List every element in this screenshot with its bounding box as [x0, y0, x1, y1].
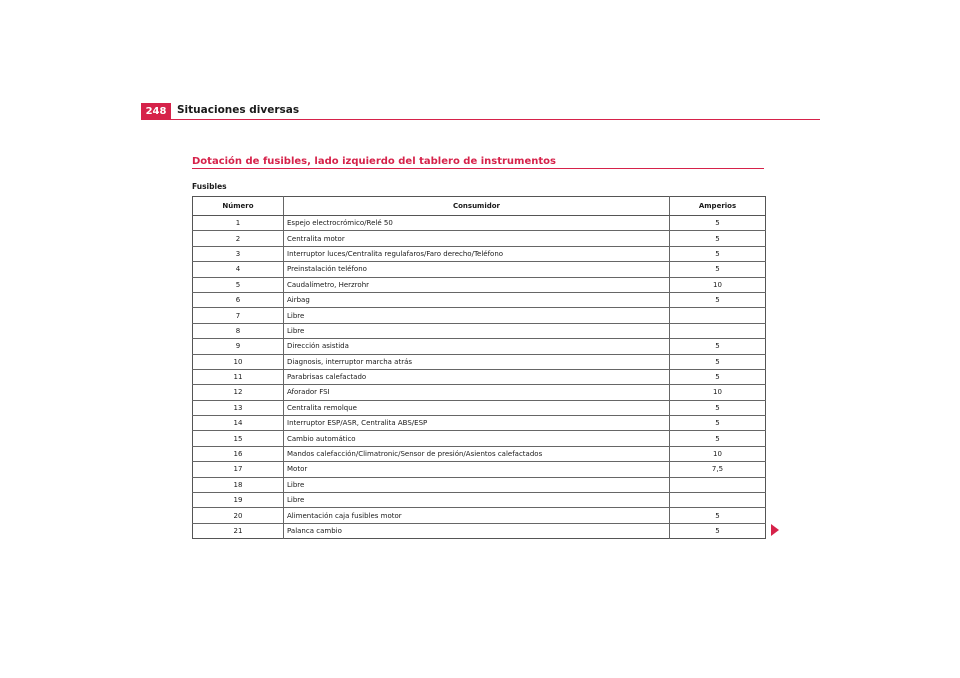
table-row: [193, 339, 766, 354]
table-row: [193, 216, 766, 231]
fuse-consumer-cell: Interruptor luces/Centralita regulafaros/Faro derecho/Teléfono: [284, 246, 670, 261]
fuse-amps-cell: [670, 323, 766, 338]
subheading: Fusibles: [192, 182, 227, 191]
fuse-number-cell: 10: [193, 354, 284, 369]
fuse-number-cell: 3: [193, 246, 284, 261]
fuse-number-cell: 11: [193, 369, 284, 384]
fuse-number-cell: 7: [193, 308, 284, 323]
fuse-amps-cell: 5: [670, 400, 766, 415]
table-row: [193, 246, 766, 261]
fuse-number-cell: 18: [193, 477, 284, 492]
fuse-consumer-cell: Centralita motor: [284, 231, 670, 246]
table-row: [193, 292, 766, 307]
table-row: [193, 369, 766, 384]
fuse-table-body: [193, 216, 766, 539]
column-header-consumer: Consumidor: [284, 197, 670, 216]
fuse-number-cell: 5: [193, 277, 284, 292]
fuse-consumer-cell: Cambio automático: [284, 431, 670, 446]
fuse-consumer-cell: Airbag: [284, 292, 670, 307]
fuse-consumer-cell: Caudalímetro, Herzrohr: [284, 277, 670, 292]
fuse-consumer-cell: Interruptor ESP/ASR, Centralita ABS/ESP: [284, 416, 670, 431]
table-row: [193, 323, 766, 338]
table-row: [193, 462, 766, 477]
fuse-consumer-cell: Aforador FSI: [284, 385, 670, 400]
fuse-number-cell: 9: [193, 339, 284, 354]
table-row: [193, 385, 766, 400]
fuse-amps-cell: 10: [670, 385, 766, 400]
fuse-number-cell: 15: [193, 431, 284, 446]
fuse-amps-cell: 5: [670, 216, 766, 231]
fuse-number-cell: 1: [193, 216, 284, 231]
fuse-amps-cell: 10: [670, 446, 766, 461]
table-row: [193, 477, 766, 492]
table-row: [193, 400, 766, 415]
fuse-consumer-cell: Libre: [284, 308, 670, 323]
fuse-amps-cell: 10: [670, 277, 766, 292]
header-divider: [141, 119, 820, 120]
fuse-consumer-cell: Diagnosis, interruptor marcha atrás: [284, 354, 670, 369]
fuse-number-cell: 20: [193, 508, 284, 523]
running-title: Situaciones diversas: [177, 104, 300, 116]
table-header-row: [193, 197, 766, 216]
triangle-right-icon: [771, 524, 779, 536]
fuse-consumer-cell: Parabrisas calefactado: [284, 369, 670, 384]
fuse-table: [192, 196, 766, 539]
fuse-consumer-cell: Preinstalación teléfono: [284, 262, 670, 277]
fuse-number-cell: 19: [193, 493, 284, 508]
fuse-number-cell: 2: [193, 231, 284, 246]
table-row: [193, 231, 766, 246]
fuse-amps-cell: 7,5: [670, 462, 766, 477]
fuse-number-cell: 12: [193, 385, 284, 400]
fuse-amps-cell: 5: [715, 527, 720, 535]
table-row: [193, 431, 766, 446]
fuse-amps-cell: 5: [670, 246, 766, 261]
fuse-number-cell: 8: [193, 323, 284, 338]
fuse-number-cell: 14: [193, 416, 284, 431]
table-row: [193, 277, 766, 292]
table-row: [193, 508, 766, 523]
column-header-number: Número: [193, 197, 284, 216]
fuse-consumer-cell: Libre: [284, 477, 670, 492]
fuse-consumer-cell: Alimentación caja fusibles motor: [284, 508, 670, 523]
section-title: Dotación de fusibles, lado izquierdo del tablero de instrumentos: [192, 156, 556, 167]
fuse-number-cell: 16: [193, 446, 284, 461]
table-row: [193, 446, 766, 461]
fuse-consumer-cell: Centralita remolque: [284, 400, 670, 415]
fuse-amps-cell: 5: [670, 369, 766, 384]
fuse-amps-cell: [670, 493, 766, 508]
fuse-number-cell: 13: [193, 400, 284, 415]
fuse-consumer-cell: Palanca cambio: [284, 523, 670, 538]
fuse-consumer-cell: Mandos calefacción/Climatronic/Sensor de presión/Asientos calefactados: [284, 446, 670, 461]
fuse-amps-cell: 5: [670, 416, 766, 431]
fuse-consumer-cell: Motor: [284, 462, 670, 477]
fuse-amps-cell: 5: [670, 231, 766, 246]
fuse-amps-cell: [670, 308, 766, 323]
fuse-number-cell: 6: [193, 292, 284, 307]
fuse-consumer-cell: Dirección asistida: [284, 339, 670, 354]
table-row: [193, 416, 766, 431]
fuse-amps-cell: [670, 477, 766, 492]
fuse-amps-cell: 5: [670, 354, 766, 369]
fuse-amps-cell: 5: [670, 262, 766, 277]
page-number-badge: 248: [141, 103, 171, 120]
fuse-amps-cell: 5: [670, 339, 766, 354]
fuse-consumer-cell: Libre: [284, 323, 670, 338]
fuse-amps-cell: 5: [670, 292, 766, 307]
fuse-consumer-cell: Espejo electrocrómico/Relé 50: [284, 216, 670, 231]
fuse-number-cell: 17: [193, 462, 284, 477]
table-row: [193, 523, 766, 538]
fuse-number-cell: 21: [193, 523, 284, 538]
table-row: [193, 262, 766, 277]
fuse-consumer-cell: Libre: [284, 493, 670, 508]
table-row: [193, 308, 766, 323]
column-header-amps: Amperios: [670, 197, 766, 216]
fuse-amps-cell: 5: [670, 508, 766, 523]
fuse-amps-cell: 5: [670, 431, 766, 446]
fuse-number-cell: 4: [193, 262, 284, 277]
section-divider: [192, 168, 764, 169]
table-row: [193, 354, 766, 369]
table-row: [193, 493, 766, 508]
